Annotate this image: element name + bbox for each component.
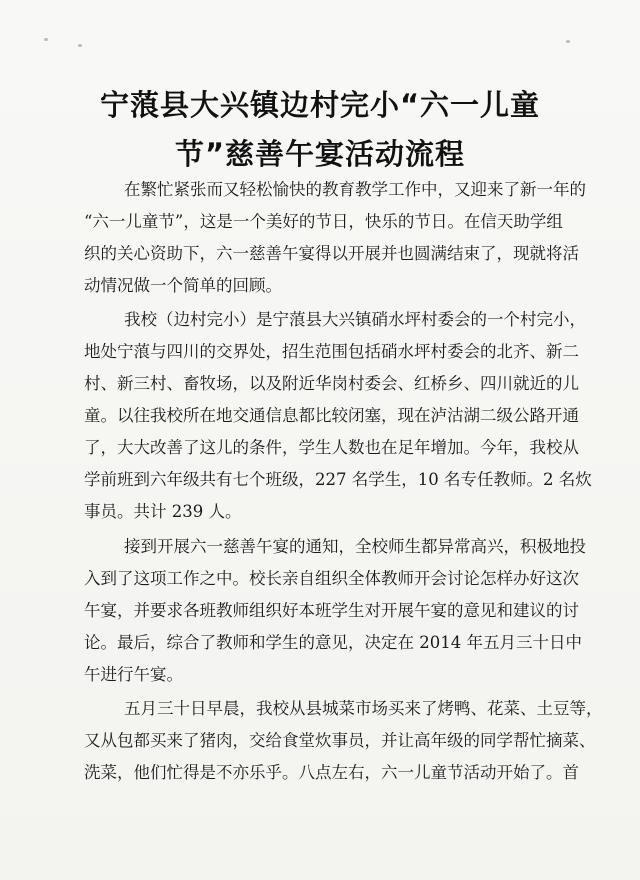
text-line: 午宴，并要求各班教师组织好本班学生对开展午宴的意见和建议的讨	[84, 601, 579, 620]
text-line: 了，大大改善了这儿的条件，学生人数也在足年增加。今年，我校从	[84, 438, 579, 457]
text-line: 洗菜，他们忙得是不亦乐乎。八点左右，六一儿童节活动开始了。首	[84, 763, 579, 782]
text-line: 在繁忙紧张而又轻松愉快的教育教学工作中，又迎来了新一年的	[124, 180, 586, 199]
scan-speck	[566, 40, 570, 43]
scan-speck	[78, 44, 82, 47]
document-title-line-2: 节”慈善午宴活动流程	[174, 137, 466, 171]
text-line: 五月三十日早晨，我校从县城菜市场买来了烤鸭、花菜、土豆等，	[124, 699, 603, 718]
text-line: 入到了这项工作之中。校长亲自组织全体教师开会讨论怎样办好这次	[84, 569, 579, 588]
scan-speck	[44, 38, 48, 41]
text-line: 学前班到六年级共有七个班级，227 名学生，10 名专任教师。2 名炊	[84, 470, 592, 489]
text-line: 我校（边村完小）是宁蒗县大兴镇硝水坪村委会的一个村完小，	[124, 310, 586, 329]
text-line: 午进行午宴。	[84, 665, 183, 684]
text-line: 织的关心资助下，六一慈善午宴得以开展并也圆满结束了，现就将活	[84, 244, 579, 263]
text-line: 又从包都买来了猪肉，交给食堂炊事员，并让高年级的同学帮忙摘菜、	[84, 731, 596, 750]
text-line: 村、新三村、畜牧场，以及附近华岗村委会、红桥乡、四川就近的儿	[84, 374, 579, 393]
text-line: 童。以往我校所在地交通信息都比较闭塞，现在泸沽湖二级公路开通	[84, 406, 579, 425]
document-title-line-1: 宁蒗县大兴镇边村完小“六一儿童	[99, 88, 541, 122]
text-line: 动情况做一个简单的回顾。	[84, 276, 282, 295]
text-line: 事员。共计 239 人。	[84, 502, 242, 521]
text-line: 论。最后，综合了教师和学生的意见，决定在 2014 年五月三十日中	[84, 633, 582, 652]
text-line: 地处宁蒗与四川的交界处，招生范围包括硝水坪村委会的北齐、新二	[84, 342, 579, 361]
text-line: “六一儿童节”，这是一个美好的节日，快乐的节日。在信天助学组	[84, 212, 563, 231]
text-line: 接到开展六一慈善午宴的通知，全校师生都异常高兴，积极地投	[124, 537, 586, 556]
